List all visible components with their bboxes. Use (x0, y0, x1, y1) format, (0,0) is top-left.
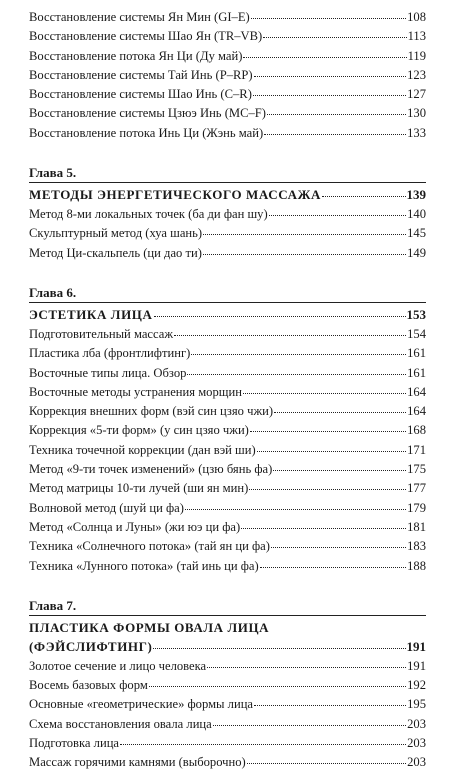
toc-entry-title: Метод «Солнца и Луны» (жи юэ ци фа) (29, 519, 241, 534)
toc-page-number: 133 (407, 125, 426, 140)
toc-entry-title: Техника точечной коррекции (дан вэй ши) (29, 442, 256, 457)
dot-leader (257, 450, 406, 452)
toc-page-number: 164 (407, 404, 426, 419)
dot-leader (174, 334, 406, 336)
dot-leader (269, 214, 406, 216)
toc-entry-title: Скульптурный метод (хуа шань) (29, 226, 203, 241)
toc-entry (29, 421, 426, 440)
toc-page-number: 140 (407, 207, 426, 222)
toc-entry-title: Восемь базовых форм (29, 678, 148, 693)
toc-entry (29, 244, 426, 263)
toc-entry-title: Метод матрицы 10-ти лучей (ши ян мин) (29, 481, 249, 496)
toc-page-number: 139 (406, 187, 426, 203)
chapter-rule (29, 302, 426, 303)
dot-leader (185, 508, 406, 510)
toc-entry (29, 479, 426, 498)
toc-entry (29, 676, 426, 695)
toc-entry (29, 695, 426, 714)
toc-page-number: 203 (407, 755, 426, 770)
toc-entry (29, 224, 426, 243)
chapter-entries (29, 205, 426, 263)
toc-entry (29, 85, 426, 104)
toc-entry-title: Восстановление системы Тай Инь (P–RP) (29, 67, 253, 82)
toc-entry (29, 715, 426, 734)
toc-page-number: 161 (407, 365, 426, 380)
toc-page-number: 177 (407, 481, 426, 496)
toc-entry-title: Коррекция внешних форм (вэй син цзяо чжи) (29, 404, 274, 419)
toc-page-number: 161 (407, 346, 426, 361)
toc-entry-title: Техника «Солнечного потока» (тай ян ци фа) (29, 539, 270, 554)
dot-leader (154, 315, 406, 317)
toc-entry-title: Восстановление потока Инь Ци (Жэнь май) (29, 125, 264, 140)
toc-page-number: 108 (407, 10, 426, 24)
toc-page-number: 183 (407, 539, 426, 554)
chapter-entries (29, 657, 426, 773)
chapter-label: Глава 7. (29, 597, 77, 613)
dot-leader (263, 36, 406, 38)
toc-entry-title: Восстановление потока Ян Ци (Ду май) (29, 48, 243, 63)
dot-leader (187, 373, 406, 375)
dot-leader (273, 469, 406, 471)
toc-entry-title: Метод 8-ми локальных точек (ба ди фан шу) (29, 207, 268, 222)
dot-leader (322, 195, 405, 197)
toc-entry (29, 364, 426, 383)
chapter-rule (29, 615, 426, 616)
chapter-section (29, 597, 426, 773)
dot-leader (250, 430, 406, 432)
chapter-section (29, 284, 426, 576)
dot-leader (254, 704, 406, 706)
toc-entry (29, 402, 426, 421)
toc-entry (29, 557, 426, 576)
toc-intro-list (29, 8, 426, 143)
toc-page-number: 113 (407, 29, 426, 44)
toc-entry (29, 441, 426, 460)
chapter-entries (29, 325, 426, 576)
toc-page-number: 188 (407, 558, 426, 573)
toc-entry-title: Подготовка лица (29, 736, 120, 751)
toc-entry (29, 325, 426, 344)
chapter-heading (29, 305, 426, 324)
toc-entry-title: Метод «9-ти точек изменений» (цзю бянь фа) (29, 462, 273, 477)
toc-entry-title: Золотое сечение и лицо человека (29, 658, 207, 673)
dot-leader (260, 566, 406, 568)
toc-page-number: 119 (407, 48, 426, 63)
dot-leader (249, 488, 406, 490)
toc-entry (29, 518, 426, 537)
toc-entry-title: Метод Ци-скальпель (ци дао ти) (29, 245, 202, 260)
toc-page-number: 130 (407, 106, 426, 121)
toc-page-number: 168 (407, 423, 426, 438)
toc-entry (29, 460, 426, 479)
dot-leader (243, 56, 406, 58)
toc-entry (29, 124, 426, 143)
chapter-label: Глава 6. (29, 284, 77, 300)
dot-leader (271, 546, 406, 548)
dot-leader (203, 233, 406, 235)
toc-page-number: 154 (407, 326, 426, 341)
toc-entry-title: Волновой метод (шуй ци фа) (29, 500, 184, 515)
chapter-heading (29, 637, 426, 656)
chapter-section (29, 164, 426, 263)
dot-leader (274, 411, 406, 413)
toc-entry-title: Восточные типы лица. Обзор (29, 365, 187, 380)
dot-leader (191, 353, 406, 355)
dot-leader (267, 113, 406, 115)
dot-leader (243, 392, 406, 394)
toc-entry-title: Схема восстановления овала лица (29, 716, 212, 731)
toc-entry (29, 344, 426, 363)
chapter-rule (29, 182, 426, 183)
toc-entry-title: Восстановление системы Ян Мин (GI–E) (29, 10, 250, 24)
toc-entry (29, 499, 426, 518)
toc-entry (29, 657, 426, 676)
toc-entry (29, 47, 426, 66)
toc-entry-title: Основные «геометрические» формы лица (29, 697, 254, 712)
toc-page-number: 149 (407, 245, 426, 260)
toc-entry (29, 753, 426, 772)
toc-page-number: 192 (407, 678, 426, 693)
chapter-label: Глава 5. (29, 165, 77, 181)
dot-leader (203, 253, 406, 255)
toc-page-number: 195 (407, 697, 426, 712)
toc-chapters (29, 164, 426, 773)
toc-page-number: 175 (407, 462, 426, 477)
dot-leader (149, 685, 406, 687)
toc-entry-title: Восстановление системы Цзюэ Инь (MC–F) (29, 106, 266, 121)
toc-page-number: 171 (407, 442, 426, 457)
toc-entry (29, 734, 426, 753)
dot-leader (254, 75, 406, 77)
toc-entry-title: Пластика лба (фронтлифтинг) (29, 346, 191, 361)
toc-entry-title: Восстановление системы Шао Инь (C–R) (29, 87, 252, 102)
toc-entry (29, 27, 426, 46)
chapter-heading-line: ПЛАСТИКА ФОРМЫ ОВАЛА ЛИЦА (29, 619, 270, 635)
toc-entry-title: Массаж горячими камнями (выборочно) (29, 755, 246, 770)
toc-entry-title: Коррекция «5-ти форм» (у син цзяо чжи) (29, 423, 249, 438)
toc-page-number: 181 (407, 519, 426, 534)
toc-entry-title: Техника «Лунного потока» (тай инь ци фа) (29, 558, 259, 573)
toc-page-number: 179 (407, 500, 426, 515)
dot-leader (120, 743, 406, 745)
dot-leader (253, 94, 406, 96)
toc-entry-title: МЕТОДЫ ЭНЕРГЕТИЧЕСКОГО МАССАЖА (29, 187, 322, 203)
toc-page-number: 191 (407, 658, 426, 673)
toc-entry (29, 205, 426, 224)
chapter-heading (29, 185, 426, 204)
toc-page-number: 127 (407, 87, 426, 102)
toc-entry-title: Подготовительный массаж (29, 326, 174, 341)
toc-page-number: 203 (407, 736, 426, 751)
dot-leader (153, 647, 405, 649)
toc-entry-title: Восстановление системы Шао Ян (TR–VB) (29, 29, 263, 44)
dot-leader (264, 133, 406, 135)
dot-leader (213, 724, 406, 726)
toc-entry (29, 66, 426, 85)
toc-entry-title: Восточные методы устранения морщин (29, 384, 242, 399)
dot-leader (251, 17, 406, 19)
toc-page-number: 145 (407, 226, 426, 241)
toc-page-number: 191 (406, 638, 426, 654)
toc-entry (29, 383, 426, 402)
toc-entry (29, 537, 426, 556)
toc-entry-title: ЭСТЕТИКА ЛИЦА (29, 306, 153, 322)
toc-entry (29, 8, 426, 27)
dot-leader (247, 762, 406, 764)
dot-leader (241, 527, 406, 529)
toc-page-number: 123 (407, 67, 426, 82)
toc-entry (29, 104, 426, 123)
toc-page-number: 153 (406, 306, 426, 322)
toc-page-number: 164 (407, 384, 426, 399)
toc-entry-title: (ФЭЙСЛИФТИНГ) (29, 638, 153, 654)
toc-page-number: 203 (407, 716, 426, 731)
